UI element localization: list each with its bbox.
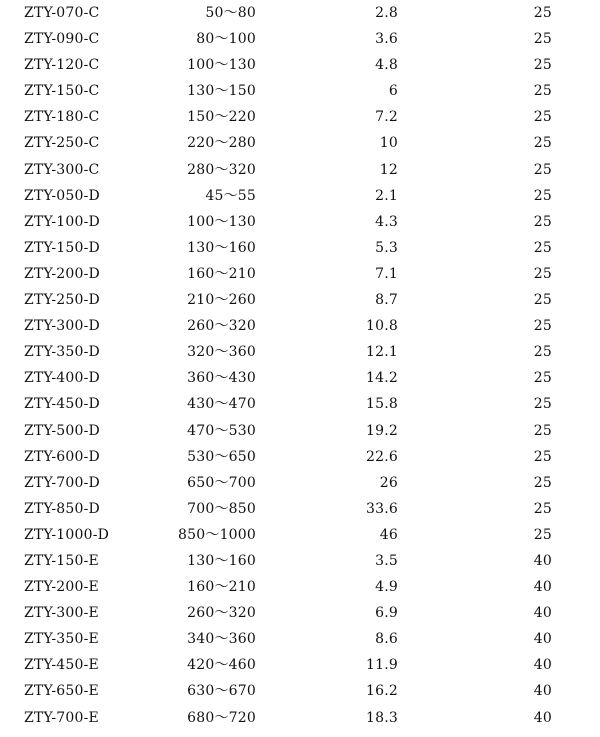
value-cell: 10.8: [366, 318, 398, 335]
model-cell: ZTY-150-C: [24, 83, 100, 100]
value-cell: 14.2: [366, 370, 398, 387]
table-row: [0, 626, 600, 652]
range-cell: 850～1000: [178, 526, 256, 543]
table-row: [0, 313, 600, 339]
range-cell: 130～150: [187, 83, 256, 100]
value-cell: 5.3: [375, 239, 398, 256]
table-row: [0, 548, 600, 574]
range-cell: 260～320: [187, 318, 256, 335]
model-cell: ZTY-250-C: [24, 135, 100, 152]
table-row: [0, 574, 600, 600]
range-cell: 470～530: [187, 422, 256, 439]
value-cell: 4.8: [375, 57, 398, 74]
range-cell: 260～320: [187, 605, 256, 622]
quantity-cell: 25: [533, 109, 552, 126]
range-cell: 160～210: [187, 265, 256, 282]
quantity-cell: 40: [533, 552, 552, 569]
table-row: [0, 183, 600, 209]
model-cell: ZTY-100-D: [24, 213, 100, 230]
table-row: [0, 261, 600, 287]
table-row: [0, 339, 600, 365]
model-cell: ZTY-700-D: [24, 474, 100, 491]
value-cell: 4.9: [375, 579, 398, 596]
quantity-cell: 25: [533, 500, 552, 517]
value-cell: 33.6: [366, 500, 398, 517]
model-cell: ZTY-200-D: [24, 265, 100, 282]
table-row: [0, 470, 600, 496]
quantity-cell: 40: [533, 683, 552, 700]
range-cell: 420～460: [187, 657, 256, 674]
model-cell: ZTY-300-C: [24, 161, 100, 178]
value-cell: 8.7: [375, 292, 398, 309]
quantity-cell: 25: [533, 422, 552, 439]
quantity-cell: 25: [533, 448, 552, 465]
table-row: [0, 418, 600, 444]
value-cell: 18.3: [366, 709, 398, 726]
range-cell: 280～320: [187, 161, 256, 178]
quantity-cell: 25: [533, 31, 552, 48]
model-cell: ZTY-300-E: [24, 605, 99, 622]
quantity-cell: 25: [533, 526, 552, 543]
model-cell: ZTY-350-D: [24, 344, 100, 361]
quantity-cell: 25: [533, 161, 552, 178]
quantity-cell: 40: [533, 657, 552, 674]
quantity-cell: 25: [533, 370, 552, 387]
table-row: [0, 0, 600, 26]
model-cell: ZTY-250-D: [24, 292, 100, 309]
model-cell: ZTY-150-D: [24, 239, 100, 256]
range-cell: 430～470: [187, 396, 256, 413]
table-row: [0, 78, 600, 104]
model-cell: ZTY-650-E: [24, 683, 99, 700]
range-cell: 650～700: [187, 474, 256, 491]
quantity-cell: 25: [533, 5, 552, 21]
model-cell: ZTY-050-D: [24, 187, 100, 204]
range-cell: 530～650: [187, 448, 256, 465]
value-cell: 3.6: [375, 31, 398, 48]
range-cell: 220～280: [187, 135, 256, 152]
range-cell: 50～80: [205, 5, 256, 21]
model-cell: ZTY-350-E: [24, 631, 99, 648]
value-cell: 15.8: [366, 396, 398, 413]
model-cell: ZTY-450-D: [24, 396, 100, 413]
range-cell: 320～360: [187, 344, 256, 361]
quantity-cell: 40: [533, 709, 552, 726]
value-cell: 2.1: [375, 187, 398, 204]
quantity-cell: 25: [533, 239, 552, 256]
model-cell: ZTY-150-E: [24, 552, 99, 569]
value-cell: 16.2: [366, 683, 398, 700]
table-row: [0, 157, 600, 183]
quantity-cell: 40: [533, 631, 552, 648]
value-cell: 12.1: [366, 344, 398, 361]
range-cell: 100～130: [187, 213, 256, 230]
value-cell: 7.1: [375, 265, 398, 282]
table-row: [0, 652, 600, 678]
value-cell: 26: [379, 474, 398, 491]
quantity-cell: 25: [533, 318, 552, 335]
model-cell: ZTY-070-C: [24, 5, 100, 21]
table-row: [0, 104, 600, 130]
range-cell: 45～55: [205, 187, 256, 204]
value-cell: 3.5: [375, 552, 398, 569]
quantity-cell: 25: [533, 83, 552, 100]
range-cell: 340～360: [187, 631, 256, 648]
range-cell: 210～260: [187, 292, 256, 309]
table-row: [0, 365, 600, 391]
model-cell: ZTY-500-D: [24, 422, 100, 439]
quantity-cell: 40: [533, 605, 552, 622]
model-cell: ZTY-180-C: [24, 109, 100, 126]
quantity-cell: 25: [533, 344, 552, 361]
table-row: [0, 26, 600, 52]
value-cell: 8.6: [375, 631, 398, 648]
table-row: [0, 209, 600, 235]
model-cell: ZTY-120-C: [24, 57, 100, 74]
value-cell: 11.9: [366, 657, 398, 674]
table-row: [0, 705, 600, 731]
table-row: [0, 52, 600, 78]
quantity-cell: 25: [533, 213, 552, 230]
range-cell: 130～160: [187, 552, 256, 569]
quantity-cell: 25: [533, 57, 552, 74]
quantity-cell: 25: [533, 396, 552, 413]
value-cell: 22.6: [366, 448, 398, 465]
value-cell: 2.8: [375, 5, 398, 21]
range-cell: 130～160: [187, 239, 256, 256]
table-row: [0, 678, 600, 704]
value-cell: 6: [388, 83, 398, 100]
value-cell: 6.9: [375, 605, 398, 622]
model-cell: ZTY-850-D: [24, 500, 100, 517]
value-cell: 4.3: [375, 213, 398, 230]
table-row: [0, 444, 600, 470]
range-cell: 360～430: [187, 370, 256, 387]
quantity-cell: 25: [533, 474, 552, 491]
quantity-cell: 40: [533, 579, 552, 596]
value-cell: 12: [379, 161, 398, 178]
table-row: [0, 130, 600, 156]
table-row: [0, 235, 600, 261]
table-row: [0, 496, 600, 522]
range-cell: 680～720: [187, 709, 256, 726]
table-row: [0, 391, 600, 417]
range-cell: 100～130: [187, 57, 256, 74]
range-cell: 700～850: [187, 500, 256, 517]
value-cell: 10: [379, 135, 398, 152]
range-cell: 80～100: [196, 31, 256, 48]
range-cell: 630～670: [187, 683, 256, 700]
range-cell: 150～220: [187, 109, 256, 126]
quantity-cell: 25: [533, 135, 552, 152]
quantity-cell: 25: [533, 187, 552, 204]
model-cell: ZTY-600-D: [24, 448, 100, 465]
model-cell: ZTY-700-E: [24, 709, 99, 726]
model-cell: ZTY-200-E: [24, 579, 99, 596]
model-cell: ZTY-300-D: [24, 318, 100, 335]
model-cell: ZTY-090-C: [24, 31, 100, 48]
model-cell: ZTY-400-D: [24, 370, 100, 387]
table-row: [0, 600, 600, 626]
value-cell: 7.2: [375, 109, 398, 126]
quantity-cell: 25: [533, 292, 552, 309]
model-cell: ZTY-1000-D: [24, 526, 110, 543]
quantity-cell: 25: [533, 265, 552, 282]
value-cell: 19.2: [366, 422, 398, 439]
table-row: [0, 287, 600, 313]
value-cell: 46: [379, 526, 398, 543]
model-cell: ZTY-450-E: [24, 657, 99, 674]
range-cell: 160～210: [187, 579, 256, 596]
table-row: [0, 522, 600, 548]
